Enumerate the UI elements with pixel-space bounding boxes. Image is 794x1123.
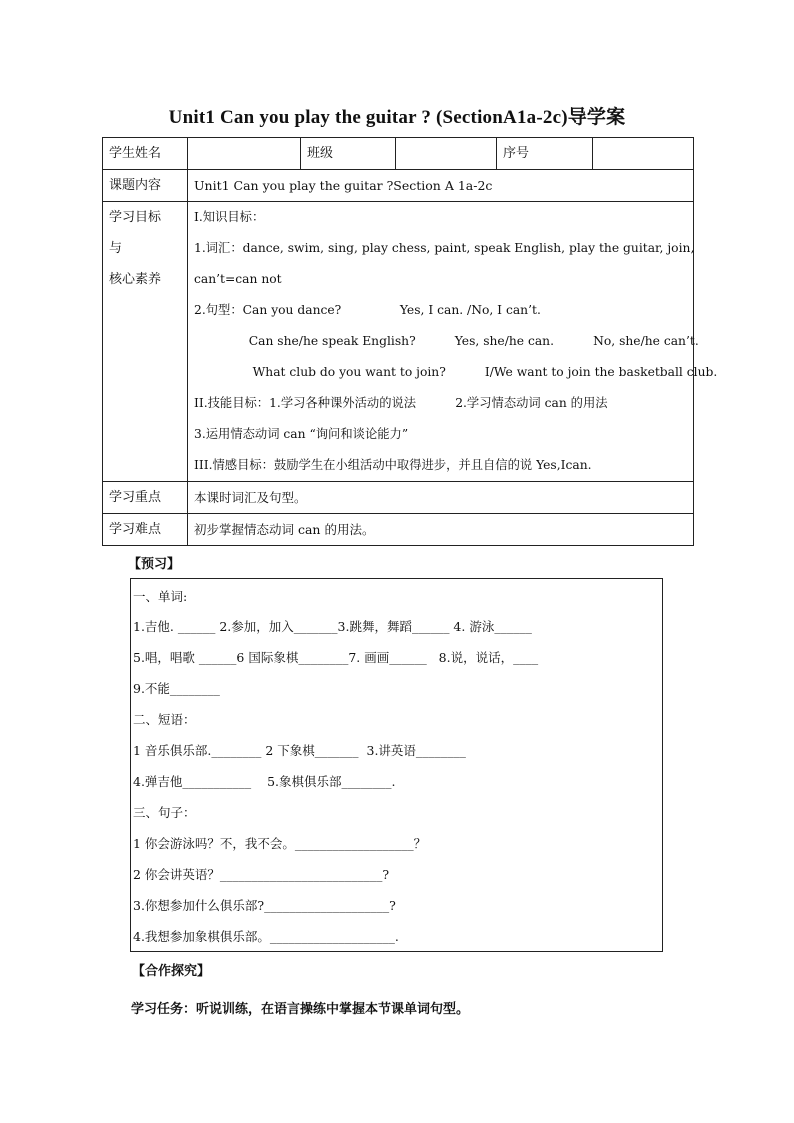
goals-label-line: 核心素养 (109, 272, 162, 287)
table-row (103, 202, 694, 482)
table-row (103, 514, 694, 546)
goal-line: What club do you want to join? I/We want to join the basketball club. (194, 365, 718, 379)
preview-line: 3.你想参加什么俱乐部?____________________? (133, 898, 396, 913)
table-row (103, 138, 694, 170)
preview-line: 2 你会讲英语？__________________________? (133, 867, 390, 882)
preview-box (130, 578, 663, 952)
student-name-field[interactable] (188, 138, 301, 170)
key-value: 本课时词汇及句型。 (188, 482, 694, 514)
preview-line: 二、短语： (133, 712, 196, 727)
preview-line: 一、单词: (133, 589, 188, 604)
cooperate-heading: 【合作探究】 (132, 964, 211, 979)
goal-line: 3.运用情态动词 can “询问和谈论能力” (194, 427, 409, 441)
goals-label (103, 202, 188, 482)
goal-line: I.知识目标： (194, 210, 265, 224)
goal-line: can’t=can not (194, 272, 282, 286)
preview-line: 4.我想参加象棋俱乐部。____________________. (133, 929, 399, 944)
info-table (102, 137, 718, 546)
preview-line: 1.吉他. ______ 2.参加，加入_______3.跳舞，舞蹈______ 4. 游泳______ (133, 619, 532, 634)
goal-line: 2.句型：Can you dance? Yes, I can. /No, I can’t. (194, 303, 541, 317)
student-name-label: 学生姓名 (103, 138, 188, 170)
difficulty-value: 初步掌握情态动词 can 的用法。 (188, 514, 694, 546)
difficulty-label: 学习难点 (103, 514, 188, 546)
preview-line: 1 你会游泳吗？不，我不会。___________________？ (133, 836, 427, 851)
preview-line: 5.唱，唱歌 ______6 国际象棋________7. 画画______ 8.说，说话，____ (133, 650, 539, 665)
preview-heading: 【预习】 (128, 557, 181, 572)
topic-label: 课题内容 (103, 170, 188, 202)
goals-label-line: 与 (109, 241, 123, 256)
table-row (103, 482, 694, 514)
goal-line: 1.词汇：dance, swim, sing, play chess, paint, speak English, play the guitar, join, (194, 241, 695, 255)
seat-field[interactable] (593, 138, 694, 170)
topic-value: Unit1 Can you play the guitar ?Section A 1a-2c (188, 170, 694, 202)
class-field[interactable] (396, 138, 497, 170)
key-label: 学习重点 (103, 482, 188, 514)
preview-line: 1 音乐俱乐部.________ 2 下象棋_______ 3.讲英语________ (133, 743, 466, 758)
goals-label-line: 学习目标 (109, 210, 162, 225)
table-row (103, 170, 694, 202)
goals-content (188, 202, 718, 482)
preview-line: 三、句子： (133, 805, 196, 820)
goal-line: III.情感目标：鼓励学生在小组活动中取得进步，并且自信的说 Yes,Ican. (194, 458, 592, 472)
seat-label: 序号 (497, 138, 593, 170)
page-title: Unit1 Can you play the guitar ? (SectionA1a-2c)导学案 (168, 107, 626, 128)
goal-line: Can she/he speak English? Yes, she/he can. No, she/he can’t. (194, 334, 699, 348)
goal-line: II.技能目标：1.学习各种课外活动的说法 2.学习情态动词 can 的用法 (194, 396, 608, 410)
task-text: 学习任务：听说训练，在语言操练中掌握本节课单词句型。 (131, 1002, 470, 1017)
class-label: 班级 (301, 138, 396, 170)
preview-line: 4.弹吉他___________ 5.象棋俱乐部________. (133, 774, 396, 789)
preview-line: 9.不能________ (133, 681, 220, 696)
